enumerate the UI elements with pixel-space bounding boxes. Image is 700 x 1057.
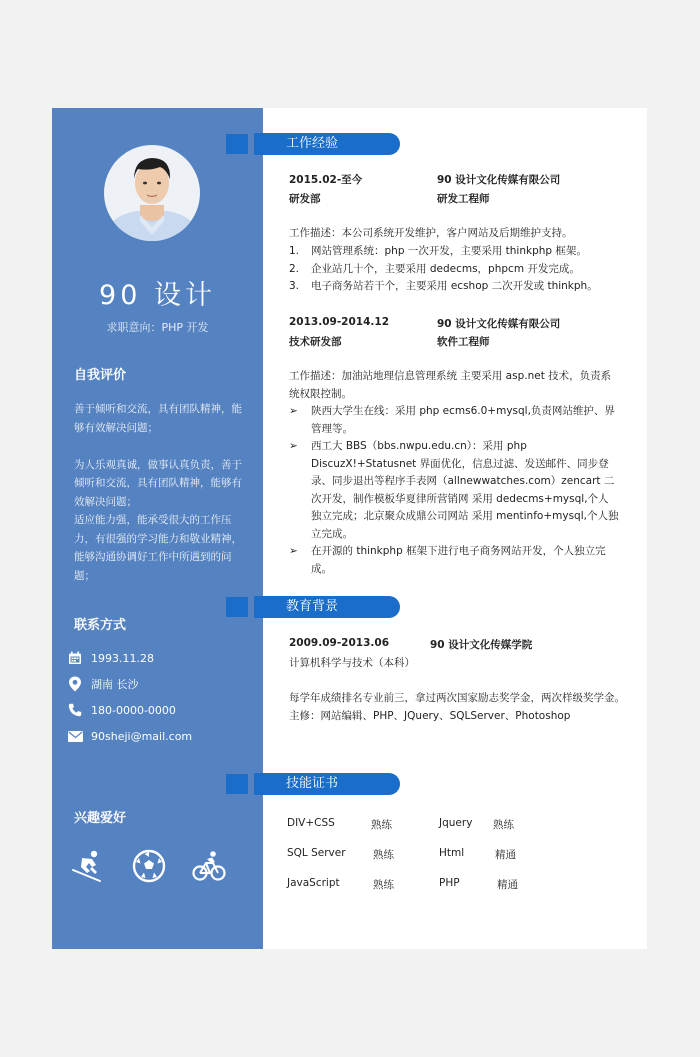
- phone-icon: [66, 701, 84, 719]
- job-2-dept: 技术研发部: [289, 336, 342, 348]
- self-eval-paragraph: 为人乐观真诚，做事认真负责，善于倾听和交流，具有团队精神，能够有效解决问题；: [74, 458, 242, 508]
- education-school: 90 设计文化传媒学院: [430, 639, 533, 651]
- job-2-description: 工作描述：加油站地理信息管理系统 主要采用 asp.net 技术，负责系统权限控制。: [289, 370, 612, 400]
- contact-heading: 联系方式: [74, 618, 127, 633]
- skill-name: DIV+CSS: [287, 817, 335, 829]
- skill-level: 熟练: [371, 819, 392, 831]
- mail-icon: [66, 727, 84, 745]
- skill-level: 熟练: [373, 879, 394, 891]
- phone-text: 180-0000-0000: [91, 703, 176, 717]
- job-1-description: 工作描述：本公司系统开发维护，客户网站及后期维护支持。: [289, 227, 573, 239]
- job-1-role: 研发工程师: [437, 193, 490, 205]
- calendar-icon: [66, 649, 84, 667]
- job-1-dept: 研发部: [289, 193, 321, 205]
- resume-page: [52, 108, 647, 949]
- skill-name: PHP: [439, 877, 460, 889]
- skill-name: Jquery: [439, 817, 473, 829]
- skiing-icon: [70, 848, 106, 884]
- contact-birthday: [66, 648, 154, 668]
- job-1-items: [289, 243, 619, 296]
- work-section-title: 工作经验: [254, 133, 400, 155]
- education-major: 计算机科学与技术（本科）: [289, 657, 415, 669]
- skill-level: 熟练: [373, 849, 394, 861]
- hobbies-heading: 兴趣爱好: [74, 811, 127, 826]
- education-awards: 每学年成绩排名专业前三，拿过两次国家励志奖学金，两次样级奖学金。: [289, 692, 625, 704]
- skills-section-title: 技能证书: [254, 773, 400, 795]
- skill-level: 精通: [495, 849, 516, 861]
- location-pin-icon: [66, 675, 84, 693]
- skill-name: JavaScript: [287, 877, 340, 889]
- list-item: 2. 企业站几十个，主要采用 dedecms，phpcm 开发完成。: [289, 262, 580, 275]
- list-item: ➢ 陕西大学生在线：采用 php ecms6.0+mysql,负责网站维护、界管理等。: [289, 405, 615, 435]
- job-2-role: 软件工程师: [437, 336, 490, 348]
- birthday-text: 1993.11.28: [91, 651, 154, 665]
- contact-phone: [66, 700, 176, 720]
- soccer-ball-icon: [131, 848, 167, 884]
- list-item: ➢ 在开源的 thinkphp 框架下进行电子商务网站开发，个人独立完成。: [289, 545, 606, 575]
- skill-level: 精通: [497, 879, 518, 891]
- self-eval-text: [74, 400, 252, 585]
- skill-level: 熟练: [493, 819, 514, 831]
- job-2-period: 2013.09-2014.12: [289, 316, 390, 328]
- cycling-icon: [191, 848, 227, 884]
- contact-location: [66, 674, 139, 694]
- self-eval-paragraph: 适应能力强，能承受很大的工作压力，有很强的学习能力和敬业精神，能够沟通协调好工作中所遇到的问题；: [74, 514, 242, 582]
- avatar: [104, 145, 200, 241]
- location-text: 湖南 长沙: [91, 678, 139, 691]
- skill-name: SQL Server: [287, 847, 346, 859]
- list-item: 3. 电子商务站若干个，主要采用 ecshop 二次开发或 thinkph。: [289, 280, 598, 292]
- self-eval-paragraph: 善于倾听和交流，具有团队精神，能够有效解决问题；: [74, 403, 242, 434]
- email-text: 90sheji@mail.com: [91, 729, 193, 743]
- job-intent: 求职意向：PHP 开发: [106, 321, 209, 334]
- job-2-company: 90 设计文化传媒有限公司: [437, 318, 561, 330]
- contact-email: [66, 726, 192, 746]
- job-2-items: [289, 403, 619, 578]
- education-period: 2009.09-2013.06: [289, 637, 390, 649]
- self-eval-heading: 自我评价: [74, 368, 127, 383]
- education-courses: 主修：网站编辑、PHP、JQuery、SQLServer、Photoshop: [289, 710, 571, 722]
- education-section-title: 教育背景: [254, 596, 400, 618]
- job-1-company: 90 设计文化传媒有限公司: [437, 174, 561, 186]
- sidebar: [52, 108, 263, 949]
- list-item: ➢ 西工大 BBS（bbs.nwpu.edu.cn）：采用 php DiscuzX!+Statusnet 界面优化，信息过滤、发送邮件、同步登录、同步退出等程序手表网（allnewwatches.com）zencart 二次开发，制作模板华夏律所营销网 采用 dedecms+mysql,个人独立完成；北京聚众成鼎公司网站 采用 mentinfo+mysql,个人独立完成。: [289, 440, 619, 540]
- list-item: 1. 网站管理系统：php 一次开发，主要采用 thinkphp 框架。: [289, 245, 587, 257]
- skill-name: Html: [439, 847, 465, 859]
- candidate-name: 90 设计: [99, 280, 216, 311]
- job-1-period: 2015.02-至今: [289, 174, 363, 186]
